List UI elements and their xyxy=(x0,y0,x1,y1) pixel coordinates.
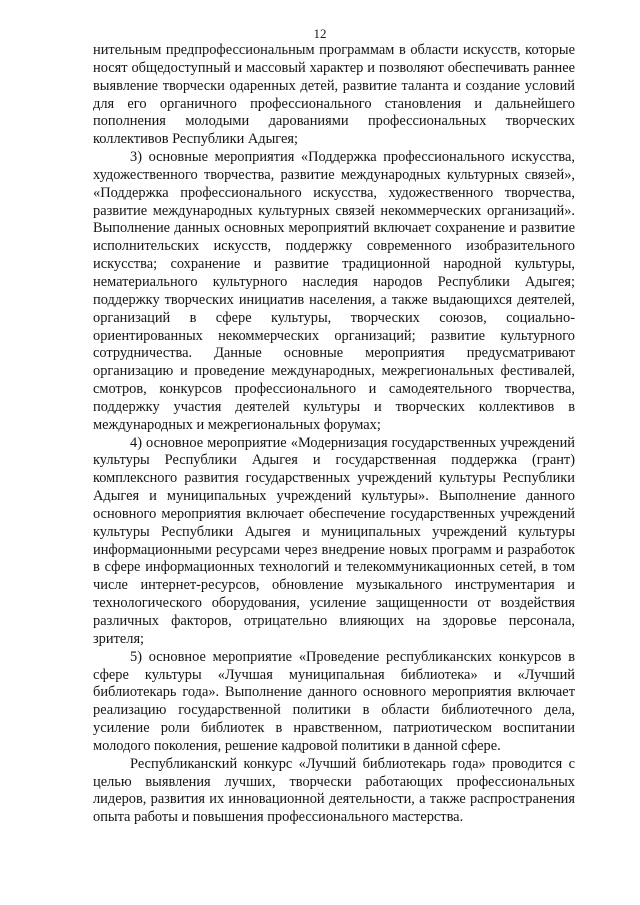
page-number: 12 xyxy=(313,26,327,41)
paragraph-item-5: 5) основное мероприятие «Проведение республиканских конкурсов в сфере культуры «Лучшая муниципальная библиотека» и «Лучший библиотекарь года». Выполнение данного основного мероприятия включает реализацию государственной политики в области библиотечного дела, усиление роли библиотек в нравственном, патриотическом воспитании молодого поколения, решение кадровой политики в данной сфере. xyxy=(93,648,575,754)
paragraph-continuation: нительным предпрофессиональным программам в области искусств, которые носят общедоступный и массовый характер и позволяют обеспечивать раннее выявление творчески одаренных детей, развитие таланта и создание условий для его органичного профессионального становления и дальнейшего пополнения молодыми дарованиями профессиональных творческих коллективов Республики Адыгея; xyxy=(93,42,575,148)
paragraph-item-3: 3) основные мероприятия «Поддержка профессионального искусства, художественного творчества, развитие международных культурных связей», «Поддержка профессионального искусства, художественного творчества, развитие международных культурных связей некоммерческих организаций». Выполнение данных основных мероприятий включает сохранение и развитие исполнительских искусств, поддержку современного изобразительного искусства; сохранение и развитие традиционной народной культуры, нематериального культурного наследия народов Республики Адыгея; поддержку творческих инициатив населения, а также выдающихся деятелей, организаций в сфере культуры, творческих союзов, социально-ориентированных некоммерческих организаций; развитие культурного сотрудничества. Данные основные мероприятия предусматривают организацию и проведение международных, межрегиональных фестивалей, смотров, конкурсов профессионального и самодеятельного творчества, поддержку участия деятелей культуры и творческих коллективов в международных и межрегиональных форумах; xyxy=(93,149,575,433)
paragraph-librarian-contest: Республиканский конкурс «Лучший библиотекарь года» проводится с целью выявления лучших, творчески работающих профессиональных лидеров, развития их инновационной деятельности, а также распространения опыта работы и повышения профессионального мастерства. xyxy=(93,755,575,826)
document-body xyxy=(93,42,575,827)
paragraph-item-4: 4) основное мероприятие «Модернизация государственных учреждений культуры Республики Адыгея и государственная поддержка (грант) комплексного развития государственных учреждений культуры Республики Адыгея и муниципальных учреждений культуры». Выполнение данного основного мероприятия включает обеспечение государственных учреждений культуры Республики Адыгея и муниципальных учреждений культуры информационными ресурсами через внедрение новых программ и разработок в сфере информационных технологий и телекоммуникационных сетей, в том числе интернет-ресурсов, обновление музыкального инструментария и технологического оборудования, усиление защищенности от воздействия различных факторов, отрицательно влияющих на здоровье персонала, зрителя; xyxy=(93,434,575,647)
